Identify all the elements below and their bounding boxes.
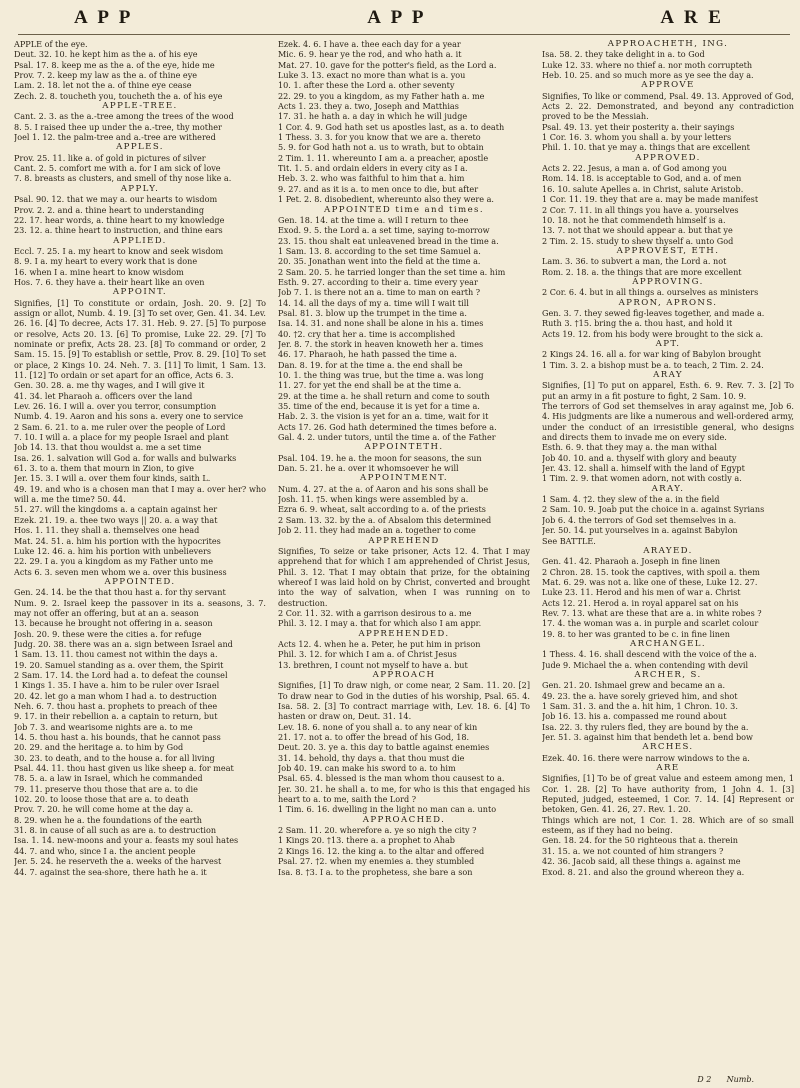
catchword: Numb. [726, 1075, 754, 1084]
entry-heading: ARAYED. [643, 545, 693, 556]
entry-line: Ezra 6. 9. wheat, salt according to a. of the priests [278, 504, 486, 515]
entry-line: Acts 2. 22. Jesus, a man a. of God among you [542, 163, 727, 174]
entry-line: 23. 12. a. thine heart to instruction, and thine ears [14, 225, 223, 236]
entry-line: 8. 5. I raised thee up under the a.-tree, thy mother [14, 121, 222, 132]
entry-line: Gen. 21. 20. Ishmael grew and became an a. [542, 680, 726, 691]
entry-line: 13. brethren, I count not myself to have a. but [278, 659, 468, 670]
entry-line: Jer. 5. 24. he reserveth the a. weeks of the harvest [14, 856, 222, 867]
entry-heading: APPLES. [116, 142, 164, 153]
entry-line: Job 7. 3. and wearisome nights are a. to me [14, 721, 193, 732]
entry-line: The terrors of God set themselves in aray against me, Job 6. 4. His judgments are like a numerous and well-ordered army, under the conduct of an irresistible general, who designs and directs them to invade me on every side. [542, 401, 794, 443]
entry-heading: ARAY. [651, 483, 685, 494]
entry-line: Num. 4. 27. at the a. of Aaron and his sons shall be [278, 483, 489, 494]
entry-line: 2 Sam. 10. 9. Joab put the choice in a. against Syrians [542, 504, 765, 515]
entry-line: Jer. 51. 3. against him that bendeth let a. bend bow [542, 732, 753, 743]
column-left [14, 39, 266, 1079]
entry-line: Joel 1. 12. the palm-tree and a.-tree are withered [14, 132, 216, 143]
entry-line: 10. 1. the thing was true, but the time a. was long [278, 370, 484, 380]
entry-line: 2 Cor. 6. 4. but in all things a. ourselves as ministers [542, 287, 759, 298]
column-right [542, 39, 794, 1079]
entry-line: 49. 19. and who is a chosen man that I may a. over her? who will a. me the time? 50. 44. [14, 483, 266, 505]
entry-line: Signifies, [1] To put on apparel, Esth. 6. 9. Rev. 7. 3. [2] To put an army in a fit posture to fight, 2 Sam. 10. 9. [542, 380, 794, 401]
entry-line: See BATTLE. [542, 535, 596, 546]
entry-heading: APPROACHED. [362, 814, 446, 825]
entry-line: 11. 27. for yet the end shall be at the time a. [278, 380, 462, 391]
entry-line: 1 Thess. 4. 16. shall descend with the voice of the a. [542, 649, 757, 660]
entry-line: 51. 27. will the kingdoms a. a captain against her [14, 504, 218, 515]
entry-line: 9. 17. in their rebellion a. a captain to return, but [14, 711, 218, 722]
entry-line: Signifies, [1] To constitute or ordain, Josh. 20. 9. [2] To assign or allot, Numb. 4. 19. [3] To set over, Gen. 41. 34. Lev. 26. 16. [4] To decree, Acts 17. 31. Heb. 9. 27. [5] To purpose or resolve, Acts 20. 13. [6] To promise, Luke 22. 29. [7] To nominate or prefix, Acts 28. 23. [8] To command or order, 2 Sam. 15. 15. [9] To establish or settle, Prov. 8. 29. [10] To set or place, 2 Kings 10. 24. Neh. 7. 3. [11] To limit, 1 Sam. 13. 11. [12] To ordain or set apart for an office, Acts 6. 3. [14, 297, 266, 380]
entry-line: 10. 18. not he that commendeth himself is a. [542, 214, 726, 225]
entry-line: 1 Tim. 3. 2. a bishop must be a. to teach, 2 Tim. 2. 24. [542, 359, 764, 370]
entry-line: Neh. 6. 7. thou hast a. prophets to preach of thee [14, 701, 218, 711]
entry-heading: APPROACH [372, 669, 436, 680]
entry-line: 2 Sam. 17. 14. the Lord had a. to defeat the counsel [14, 669, 228, 680]
entry-line: 1 Sam. 4. †2. they slew of the a. in the field [542, 494, 720, 505]
entry-line: Job 14. 13. that thou wouldst a. me a set time [14, 442, 202, 453]
entry-line: 16. when I a. mine heart to know wisdom [14, 266, 184, 277]
entry-line: Isa. 58. 2. they take delight in a. to God [542, 49, 705, 60]
entry-line: Dan. 8. 19. for at the time a. the end shall be [278, 359, 463, 370]
entry-line: Heb. 3. 2. who was faithful to him that a. him [278, 173, 465, 184]
entry-line: 29. at the time a. he shall return and come to south [278, 390, 490, 401]
entry-line: 20. 35. Jonathan went into the field at the time a. [278, 256, 481, 267]
entry-line: Lev. 18. 6. none of you shall a. to any near of kin [278, 721, 478, 732]
entry-line: Signifies, [1] To draw nigh, or come near, 2 Sam. 11. 20. [2] To draw near to God in the duties of his worship, Psal. 65. 4. Isa. 58. 2. [3] To contract marriage with, Lev. 18. 6. [4] To hasten or draw on, Deut. 31. 14. [278, 680, 530, 722]
entry-heading: ARAY [653, 370, 683, 380]
entry-line: Jer. 43. 12. shall a. himself with the land of Egypt [542, 463, 745, 474]
entry-line: 2 Sam. 6. 21. to a. me ruler over the people of Lord [14, 421, 226, 432]
entry-line: 1 Pet. 2. 8. disobedient, whereunto also they were a. [278, 194, 494, 205]
entry-line: Isa. 22. 3. thy rulers fled, they are bound by the a. [542, 721, 749, 732]
entry-line: Psal. 44. 11. thou hast given us like sheep a. for meat [14, 763, 234, 774]
entry-line: Lam. 3. 36. to subvert a man, the Lord a. not [542, 256, 727, 267]
entry-line: Luke 23. 11. Herod and his men of war a. Christ [542, 587, 741, 598]
entry-line: Acts 12. 21. Herod a. in royal apparel sat on his [542, 597, 739, 608]
entry-line: 19. 8. to her was granted to be c. in fine linen [542, 628, 730, 639]
entry-line: Psal. 104. 19. he a. the moon for seasons, the sun [278, 452, 482, 463]
entry-line: 23. 15. thou shalt eat unleavened bread in the time a. [278, 235, 499, 246]
entry-line: 79. 11. preserve thou those that are a. to die [14, 783, 198, 794]
entry-line: Esth. 9. 27. according to their a. time every year [278, 276, 478, 287]
entry-line: Job 16. 13. his a. compassed me round about [542, 711, 727, 722]
entry-line: Judg. 20. 38. there was an a. sign between Israel and [14, 638, 233, 649]
entry-line: Deut. 20. 3. ye a. this day to battle against enemies [278, 742, 490, 753]
entry-line: Gen. 41. 42. Pharaoh a. Joseph in fine linen [542, 556, 721, 567]
header-left: A P P [74, 7, 134, 28]
entry-line: Prov. 25. 11. like a. of gold in pictures of silver [14, 152, 206, 163]
entry-line: 2 Cor. 7. 11. in all things you have a. yourselves [542, 204, 739, 215]
entry-line: 1 Cor. 4. 9. God hath set us apostles last, as a. to death [278, 121, 505, 132]
entry-line: 35. time of the end, because it is yet for a time a. [278, 401, 480, 412]
entry-line: 49. 23. the a. have sorely grieved him, and shot [542, 690, 738, 701]
entry-heading: APT. [655, 338, 681, 349]
entry-line: Job 6. 4. the terrors of God set themselves in a. [542, 514, 737, 525]
entry-line: Hos. 1. 11. they shall a. themselves one head [14, 525, 200, 536]
entry-line: Phil. 3. 12. I may a. that for which also I am appr. [278, 618, 482, 629]
entry-line: 21. 17. not a. to offer the bread of his God, 18. [278, 732, 470, 743]
entry-heading: APPLY. [120, 183, 160, 194]
entry-line: Psal. 17. 8. keep me as the a. of the eye, hide me [14, 59, 215, 70]
entry-line: 7. 8. breasts as clusters, and smell of thy nose like a. [14, 173, 232, 184]
entry-line: Gal. 4. 2. under tutors, until the time a. of the Father [278, 432, 496, 443]
entry-line: Exod. 8. 21. and also the ground whereon they a. [542, 866, 745, 877]
entry-line: Acts 1. 23. they a. two, Joseph and Matthias [278, 101, 459, 112]
entry-line: Isa. 1. 14. new-moons and your a. feasts my soul hates [14, 835, 239, 846]
entry-line: 31. 8. in cause of all such as are a. to destruction [14, 825, 217, 836]
entry-line: Gen. 30. 28. a. me thy wages, and I will give it [14, 380, 205, 391]
entry-line: 1 Cor. 11. 19. they that are a. may be made manifest [542, 194, 759, 205]
entry-line: 20. 42. let go a man whom I had a. to destruction [14, 690, 217, 701]
entry-line: 2 Chron. 28. 15. took the captives, with spoil a. them [542, 566, 760, 577]
entry-heading: APPOINTED. [104, 576, 176, 587]
entry-line: Numb. 4. 19. Aaron and his sons a. every one to service [14, 411, 244, 422]
entry-line: Job 40. 10. and a. thyself with glory and beauty [542, 452, 737, 463]
entry-line: 30. 23. to death, and to the house a. for all living [14, 752, 215, 763]
entry-line: Prov. 7. 2. keep my law as the a. of thine eye [14, 70, 198, 81]
entry-line: 1 Kings 1. 35. I have a. him to be ruler over Israel [14, 680, 220, 691]
entry-line: 8. 9. I a. my heart to every work that is done [14, 256, 198, 267]
entry-line: 46. 17. Pharaoh, he hath passed the time a. [278, 349, 457, 360]
entry-line: 17. 31. he hath a. a day in which he will judge [278, 111, 468, 122]
entry-heading: ARCHANGEL. [629, 638, 707, 649]
entry-line: 1 Tim. 6. 16. dwelling in the light no man can a. unto [278, 804, 497, 815]
entry-line: 2 Kings 24. 16. all a. for war king of Babylon brought [542, 349, 761, 360]
entry-line: Jude 9. Michael the a. when contending with devil [542, 659, 749, 670]
entry-line: 8. 29. when he a. the foundations of the earth [14, 814, 203, 825]
entry-heading: APPLIED. [113, 235, 167, 246]
entry-line: Exod. 9. 5. the Lord a. a set time, saying to-morrow [278, 225, 490, 236]
entry-line: 19. 20. Samuel standing as a. over them, the Spirit [14, 659, 224, 670]
entry-line: Jer. 8. 7. the stork in heaven knoweth her a. times [278, 338, 484, 349]
entry-line: Heb. 10. 25. and so much more as ye see the day a. [542, 70, 754, 81]
entry-line: Psal. 81. 3. blow up the trumpet in the time a. [278, 307, 467, 318]
entry-line: Ezek. 21. 19. a. thee two ways || 20. a. a way that [14, 514, 218, 525]
entry-line: Mat. 24. 51. a. him his portion with the hypocrites [14, 535, 221, 546]
entry-line: Signifies, To like or commend, Psal. 49. 13. Approved of God, Acts 2. 22. Demonstrated, and beyond any contradiction proved to be the Messiah. [542, 90, 794, 122]
entry-line: 22. 29. to you a kingdom, as my Father hath a. me [278, 90, 485, 101]
entry-line: Psal. 49. 13. yet their posterity a. their sayings [542, 121, 735, 132]
entry-heading: APPROACHETH, ING. [607, 39, 729, 49]
entry-heading: APPOINTETH. [364, 442, 444, 453]
entry-line: Prov. 7. 20. he will come home at the day a. [14, 804, 194, 815]
entry-line: Mic. 6. 9. hear ye the rod, and who hath a. it [278, 49, 462, 60]
entry-line: 42. 36. Jacob said, all these things a. against me [542, 856, 741, 867]
entry-line: Luke 12. 46. a. him his portion with unbelievers [14, 545, 212, 556]
entry-line: 14. 5. thou hast a. his bounds, that he cannot pass [14, 732, 221, 743]
entry-line: Psal. 65. 4. blessed is the man whom thou causest to a. [278, 773, 505, 784]
entry-line: 22. 29. I a. you a kingdom as my Father unto me [14, 556, 213, 567]
header-rule [18, 34, 790, 35]
entry-line: Jer. 15. 3. I will a. over them four kinds, saith L. [14, 473, 211, 484]
entry-heading: APPREHENDED. [358, 628, 450, 639]
entry-line: Rom. 2. 18. a. the things that are more excellent [542, 266, 742, 277]
entry-line: Josh. 20. 9. these were the cities a. for refuge [14, 628, 202, 639]
entry-line: 1 Thess. 3. 3. for you know that we are a. thereto [278, 132, 481, 143]
entry-line: Gen. 18. 14. at the time a. will I return to thee [278, 214, 469, 225]
entry-line: Psal. 90. 12. that we may a. our hearts to wisdom [14, 194, 218, 205]
entry-line: Cant. 2. 3. as the a.-tree among the trees of the wood [14, 111, 234, 122]
entry-line: Mat. 6. 29. was not a. like one of these, Luke 12. 27. [542, 576, 758, 587]
entry-heading: APPLE-TREE. [102, 101, 178, 112]
entry-line: 41. 34. let Pharaoh a. officers over the land [14, 390, 193, 401]
entry-heading: APPROVED. [635, 152, 701, 163]
entry-line: Lam. 2. 18. let not the a. of thine eye cease [14, 80, 192, 91]
entry-line: Num. 9. 2. Israel keep the passover in its a. seasons, 3. 7. may not offer an offering, but at an a. season [14, 597, 266, 618]
entry-line: 5. 9. for God hath not a. us to wrath, but to obtain [278, 142, 484, 153]
entry-line: 9. 27. and as it is a. to men once to die, but after [278, 183, 479, 194]
entry-line: Phil. 3. 12. for which I am a. of Christ Jesus [278, 649, 457, 660]
entry-line: Esth. 6. 9. that they may a. the man withal [542, 442, 717, 453]
entry-line: Prov. 2. 2. and a. thine heart to understanding [14, 204, 205, 215]
entry-line: Ezek. 4. 6. I have a. thee each day for a year [278, 39, 461, 49]
entry-line: 31. 14. behold, thy days a. that thou must die [278, 752, 465, 763]
column-middle [278, 39, 530, 1079]
entry-heading: APPROVE [641, 80, 695, 91]
entry-line: 78. 5. a. a law in Israel, which he commanded [14, 773, 203, 784]
entry-line: 2 Tim. 2. 15. study to shew thyself a. unto God [542, 235, 734, 246]
entry-line: 44. 7. and who, since I a. the ancient people [14, 845, 196, 856]
entry-line: 2 Sam. 11. 20. wherefore a. ye so nigh the city ? [278, 825, 477, 836]
entry-heading: APPOINTMENT. [359, 473, 449, 484]
entry-line: 1 Sam. 13. 11. thou camest not within the days a. [14, 649, 218, 660]
entry-line: Job 7. 1. is there not an a. time to man on earth ? [278, 287, 481, 298]
entry-line: Jer. 50. 14. put yourselves in a. against Babylon [542, 525, 738, 536]
entry-heading: ARCHER, S. [634, 669, 702, 680]
entry-line: 2 Cor. 11. 32. with a garrison desirous to a. me [278, 607, 472, 618]
entry-line: Cant. 2. 5. comfort me with a. for I am sick of love [14, 163, 221, 174]
entry-line: APPLE of the eye. [14, 39, 88, 49]
entry-heading: APPOINT. [112, 287, 168, 298]
entry-line: 40. †2. cry that her a. time is accomplished [278, 328, 456, 339]
entry-line: 2 Tim. 1. 11. whereunto I am a. a preacher, apostle [278, 152, 489, 163]
entry-line: 17. 4. the woman was a. in purple and scarlet colour [542, 618, 759, 629]
entry-line: 13. because he brought not offering in a. season [14, 618, 213, 629]
entry-line: 2 Sam. 13. 32. by the a. of Absalom this determined [278, 514, 492, 525]
entry-line: Deut. 32. 10. he kept him as the a. of his eye [14, 49, 198, 60]
entry-line: Lev. 26. 16. I will a. over you terror, consumption [14, 401, 217, 412]
entry-line: Ruth 3. †15. bring the a. thou hast, and hold it [542, 318, 733, 329]
entry-line: Jer. 30. 21. he shall a. to me, for who is this that engaged his heart to a. to me, saith the Lord ? [278, 783, 530, 805]
entry-heading: APRON, APRONS. [618, 297, 718, 308]
entry-line: Acts 19. 12. from his body were brought to the sick a. [542, 328, 764, 339]
entry-line: Acts 12. 4. when he a. Peter, he put him in prison [278, 638, 481, 649]
entry-line: Signifies, To seize or take prisoner, Acts 12. 4. That I may apprehend that for which I am apprehended of Christ Jesus, Phil. 3. 12. That I may obtain that prize, for the obtaining whereof I was laid hold on by Christ, converted and brought into the way of salvation, when I was running on to destruction. [278, 545, 530, 608]
entry-line: 2 Sam. 20. 5. he tarried longer than the set time a. him [278, 266, 506, 277]
entry-line: Luke 3. 13. exact no more than what is a. you [278, 70, 466, 81]
entry-heading: APPROVING. [632, 276, 704, 287]
entry-line: Josh. 11. †5. when kings were assembled by a. [278, 494, 469, 505]
header-center: A P P [367, 7, 427, 28]
entry-line: Phil. 1. 10. that ye may a. things that are excellent [542, 142, 750, 153]
entry-line: 1 Kings 20. †13. there a. a prophet to Ahab [278, 835, 455, 846]
entry-line: 13. 7. not that we should appear a. but that ye [542, 225, 733, 236]
entry-heading: APPOINTED time and times. [324, 204, 484, 215]
entry-line: 1 Sam. 31. 3. and the a. hit him, 1 Chron. 10. 3. [542, 701, 738, 711]
entry-line: 7. 10. I will a. a place for my people Israel and plant [14, 432, 229, 443]
entry-line: Job 40. 19. can make his sword to a. to him [278, 763, 456, 774]
text-columns [14, 39, 794, 1079]
entry-line: 1 Cor. 16. 3. whom you shall a. by your letters [542, 132, 732, 143]
entry-line: Acts 17. 26. God hath determined the times before a. [278, 421, 497, 432]
entry-line: Signifies, [1] To be of great value and esteem among men, 1 Cor. 1. 28. [2] To have authority from, 1 John 4. 1. [3] Reputed, judged, esteemed, 1 Cor. 7. 14. [4] Represent or betoken, Gen. 41. 26, 27. Rev. 1. 20. [542, 773, 794, 815]
entry-line: Gen. 3. 7. they sewed fig-leaves together, and made a. [542, 307, 765, 318]
page-footer [697, 1075, 754, 1084]
entry-line: Hos. 7. 6. they have a. their heart like an oven [14, 276, 205, 287]
entry-line: 44. 7. against the sea-shore, there hath he a. it [14, 866, 207, 877]
entry-line: 1 Sam. 13. 8. according to the set time Samuel a. [278, 245, 481, 256]
header-right: A R E [660, 7, 724, 28]
entry-line: Isa. 8. †3. I a. to the prophetess, she bare a son [278, 866, 473, 877]
entry-heading: APPROVEST, ETH. [616, 245, 720, 256]
entry-line: Rom. 14. 18. is acceptable to God, and a. of men [542, 173, 742, 184]
entry-heading: APPREHEND [368, 535, 440, 546]
entry-line: Hab. 2. 3. the vision is yet for an a. time, wait for it [278, 411, 489, 422]
signature-mark: D 2 [697, 1075, 712, 1084]
entry-line: Ezek. 40. 16. there were narrow windows to the a. [542, 752, 750, 763]
entry-heading: ARCHES. [642, 742, 694, 753]
entry-line: 16. 10. salute Apelles a. in Christ, salute Aristob. [542, 183, 744, 194]
entry-line: 14. 14. all the days of my a. time will I wait till [278, 297, 469, 308]
entry-line: Mat. 27. 10. gave for the potter's field, as the Lord a. [278, 59, 497, 70]
entry-line: 10. 1. after these the Lord a. other seventy [278, 80, 455, 91]
entry-line: Dan. 5. 21. he a. over it whomsoever he will [278, 463, 459, 474]
running-header [14, 4, 794, 32]
entry-line: Isa. 26. 1. salvation will God a. for walls and bulwarks [14, 452, 237, 463]
entry-line: 1 Tim. 2. 9. that women adorn, not with costly a. [542, 473, 742, 484]
entry-line: Psal. 27. †2. when my enemies a. they stumbled [278, 856, 475, 867]
entry-line: Isa. 14. 31. and none shall be alone in his a. times [278, 318, 484, 329]
entry-line: Job 2. 11. they had made an a. together to come [278, 525, 476, 536]
entry-line: 2 Kings 16. 12. the king a. to the altar and offered [278, 845, 485, 856]
entry-line: 22. 17. hear words, a. thine heart to my knowledge [14, 214, 225, 225]
entry-heading: ARE [656, 763, 680, 774]
entry-line: Eccl. 7. 25. I a. my heart to know and seek wisdom [14, 245, 224, 256]
entry-line: Luke 12. 33. where no thief a. nor moth corrupteth [542, 59, 753, 70]
entry-line: Things which are not, 1 Cor. 1. 28. Which are of so small esteem, as if they had no being. [542, 814, 794, 836]
entry-line: 31. 15. a. we not counted of him strangers ? [542, 845, 724, 856]
entry-line: Zech. 2. 8. toucheth you, toucheth the a. of his eye [14, 90, 223, 101]
entry-line: Gen. 18. 24. for the 50 righteous that a. therein [542, 835, 739, 846]
entry-line: 61. 3. to a. them that mourn in Zion, to give [14, 463, 195, 474]
entry-line: Rev. 7. 13. what are these that are a. in white robes ? [542, 607, 762, 618]
entry-line: 102. 20. to loose those that are a. to death [14, 794, 189, 805]
entry-line: Gen. 24. 14. be the that thou hast a. for thy servant [14, 587, 226, 598]
entry-line: Tit. 1. 5. and ordain elders in every city as I a. [278, 163, 468, 174]
entry-line: 20. 29. and the heritage a. to him by God [14, 742, 184, 753]
entry-line: Acts 6. 3. seven men whom we a. over this business [14, 566, 227, 577]
